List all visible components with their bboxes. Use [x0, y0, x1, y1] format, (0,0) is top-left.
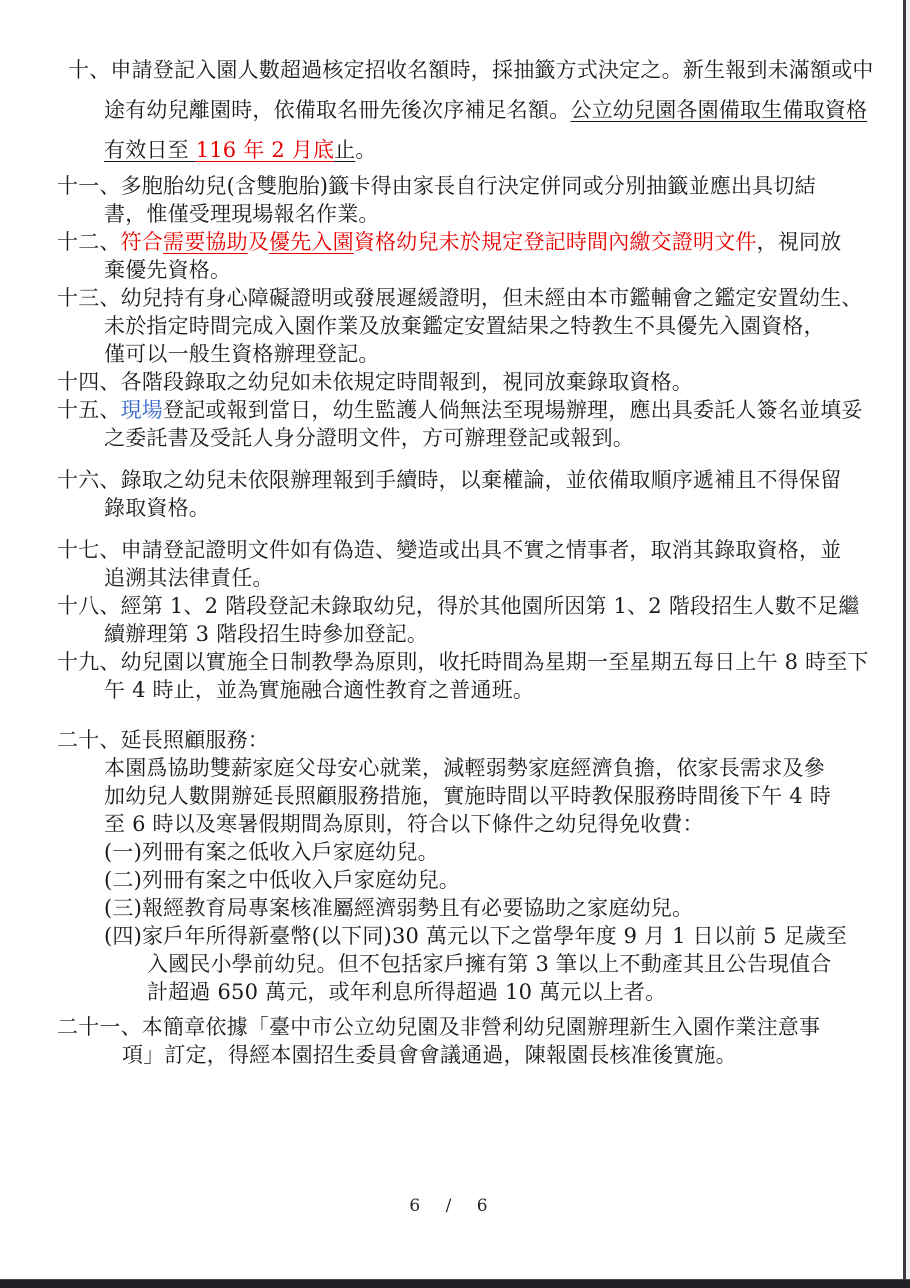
- text-run: 僅可以一般生資格辦理登記。: [104, 342, 380, 366]
- text-run: 二十、延長照顧服務：: [57, 728, 269, 752]
- text-run: 追溯其法律責任。: [104, 566, 274, 590]
- doc-line: [0, 894, 880, 922]
- text-run: 錄取資格。: [104, 496, 210, 520]
- doc-line: [0, 978, 880, 1006]
- doc-line: [0, 172, 880, 200]
- text-run: 十六、錄取之幼兒未依限辦理報到手續時，以棄權論，並依備取順序遞補且不得保留: [57, 468, 842, 492]
- doc-line: [0, 648, 880, 676]
- text-run: 。: [355, 138, 377, 162]
- doc-line: [0, 950, 880, 978]
- text-run: 需要協助: [163, 230, 248, 254]
- text-run: 書，惟僅受理現場報名作業。: [104, 202, 380, 226]
- text-run: (一)列冊有案之低收入戶家庭幼兒。: [104, 840, 439, 864]
- text-run: 棄優先資格。: [104, 258, 232, 282]
- doc-line: [0, 494, 880, 522]
- text-run: 公立幼兒園各園備取生備取資格: [570, 98, 868, 122]
- doc-line: [0, 536, 880, 564]
- doc-line: [0, 676, 880, 704]
- document-body: [0, 56, 880, 1069]
- text-run: 十一、多胞胎幼兒(含雙胞胎)籤卡得由家長自行決定併同或分別抽籤並應出具切結: [57, 174, 816, 198]
- text-run: 計超過 650 萬元，或年利息所得超過 10 萬元以上者。: [147, 980, 667, 1004]
- text-run: 十五、: [57, 398, 121, 422]
- doc-line: [0, 466, 880, 494]
- text-run: 登記或報到當日，幼生監護人倘無法至現場辦理，應出具委託人簽名並填妥: [163, 398, 863, 422]
- doc-line: [0, 228, 880, 256]
- text-run: 午 4 時止，並為實施融合適性教育之普通班。: [104, 678, 535, 702]
- doc-line: [0, 96, 880, 124]
- window-bottom-edge: [0, 1279, 910, 1288]
- text-run: 二十一、本簡章依據「臺中市公立幼兒園及非營利幼兒園辦理新生入園作業注意事: [57, 1015, 821, 1039]
- text-run: 及: [247, 230, 270, 254]
- doc-line: [0, 424, 880, 452]
- doc-line: [0, 838, 880, 866]
- window-right-sliver: [906, 0, 910, 1288]
- doc-line: [0, 866, 880, 894]
- doc-line: [0, 200, 880, 228]
- text-run: 本園爲協助雙薪家庭父母安心就業，減輕弱勢家庭經濟負擔，依家長需求及參: [104, 756, 825, 780]
- text-run: 十九、幼兒園以實施全日制教學為原則，收托時間為星期一至星期五每日上午 8 時至下: [57, 650, 869, 674]
- text-run: 116 年 2 月底: [195, 138, 335, 162]
- text-run: 十二、: [57, 230, 121, 254]
- doc-line: [0, 754, 880, 782]
- text-run: 十七、申請登記證明文件如有偽造、變造或出具不實之情事者，取消其錄取資格，並: [57, 538, 842, 562]
- doc-line: [0, 592, 880, 620]
- text-run: 十四、各階段錄取之幼兒如未依規定時間報到，視同放棄錄取資格。: [57, 370, 693, 394]
- text-run: 十八、經第 1、2 階段登記未錄取幼兒，得於其他園所因第 1、2 階段招生人數不足繼: [57, 594, 860, 618]
- text-run: 入國民小學前幼兒。但不包括家戶擁有第 3 筆以上不動產其且公告現值合: [147, 952, 832, 976]
- doc-line: [0, 922, 880, 950]
- text-run: 優先入園: [269, 230, 354, 254]
- text-run: 資格幼兒未於規定登記時間內繳交證明文件: [353, 230, 757, 254]
- text-run: (二)列冊有案之中低收入戶家庭幼兒。: [104, 868, 460, 892]
- text-run: 至 6 時以及寒暑假期間為原則，符合以下條件之幼兒得免收費：: [104, 812, 704, 836]
- page-number: 6 / 6: [409, 1196, 494, 1216]
- doc-line: [0, 284, 880, 312]
- text-run: 現場: [120, 398, 164, 422]
- text-run: 未於指定時間完成入園作業及放棄鑑定安置結果之特教生不具優先入園資格，: [104, 314, 825, 338]
- text-run: 有效日至: [104, 138, 196, 162]
- text-run: (三)報經教育局專案核准屬經濟弱勢且有必要協助之家庭幼兒。: [104, 896, 694, 920]
- text-run: 十三、幼兒持有身心障礙證明或發展遲緩證明，但未經由本市鑑輔會之鑑定安置幼生、: [57, 286, 863, 310]
- doc-line: [0, 256, 880, 284]
- doc-line: [0, 136, 880, 164]
- doc-line: [0, 782, 880, 810]
- text-run: 符合: [120, 230, 164, 254]
- doc-line: [0, 368, 880, 396]
- doc-line: [0, 396, 880, 424]
- doc-line: [0, 810, 880, 838]
- text-run: ，視同放: [756, 230, 842, 254]
- text-run: 十、申請登記入園人數超過核定招收名額時，採抽籤方式決定之。新生報到未滿額或中: [68, 58, 874, 82]
- doc-line: [0, 1013, 880, 1041]
- doc-line: [0, 564, 880, 592]
- text-run: 續辦理第 3 階段招生時參加登記。: [104, 622, 429, 646]
- text-run: 止: [334, 138, 356, 162]
- doc-line: [0, 340, 880, 368]
- text-run: 加幼兒人數開辦延長照顧服務措施，實施時間以平時教保服務時間後下午 4 時: [104, 784, 831, 808]
- text-run: 途有幼兒離園時，依備取名冊先後次序補足名額。: [104, 98, 571, 122]
- doc-line: [0, 620, 880, 648]
- doc-line: [0, 1041, 880, 1069]
- text-run: 之委託書及受託人身分證明文件，方可辦理登記或報到。: [104, 426, 634, 450]
- window-right-edge: [903, 0, 906, 1288]
- doc-line: [0, 56, 880, 84]
- text-run: (四)家戶年所得新臺幣(以下同)30 萬元以下之當學年度 9 月 1 日以前 5 足歲至: [104, 924, 848, 948]
- doc-line: [0, 726, 880, 754]
- text-run: 項」訂定，得經本園招生委員會會議通過，陳報園長核准後實施。: [122, 1043, 737, 1067]
- doc-line: [0, 312, 880, 340]
